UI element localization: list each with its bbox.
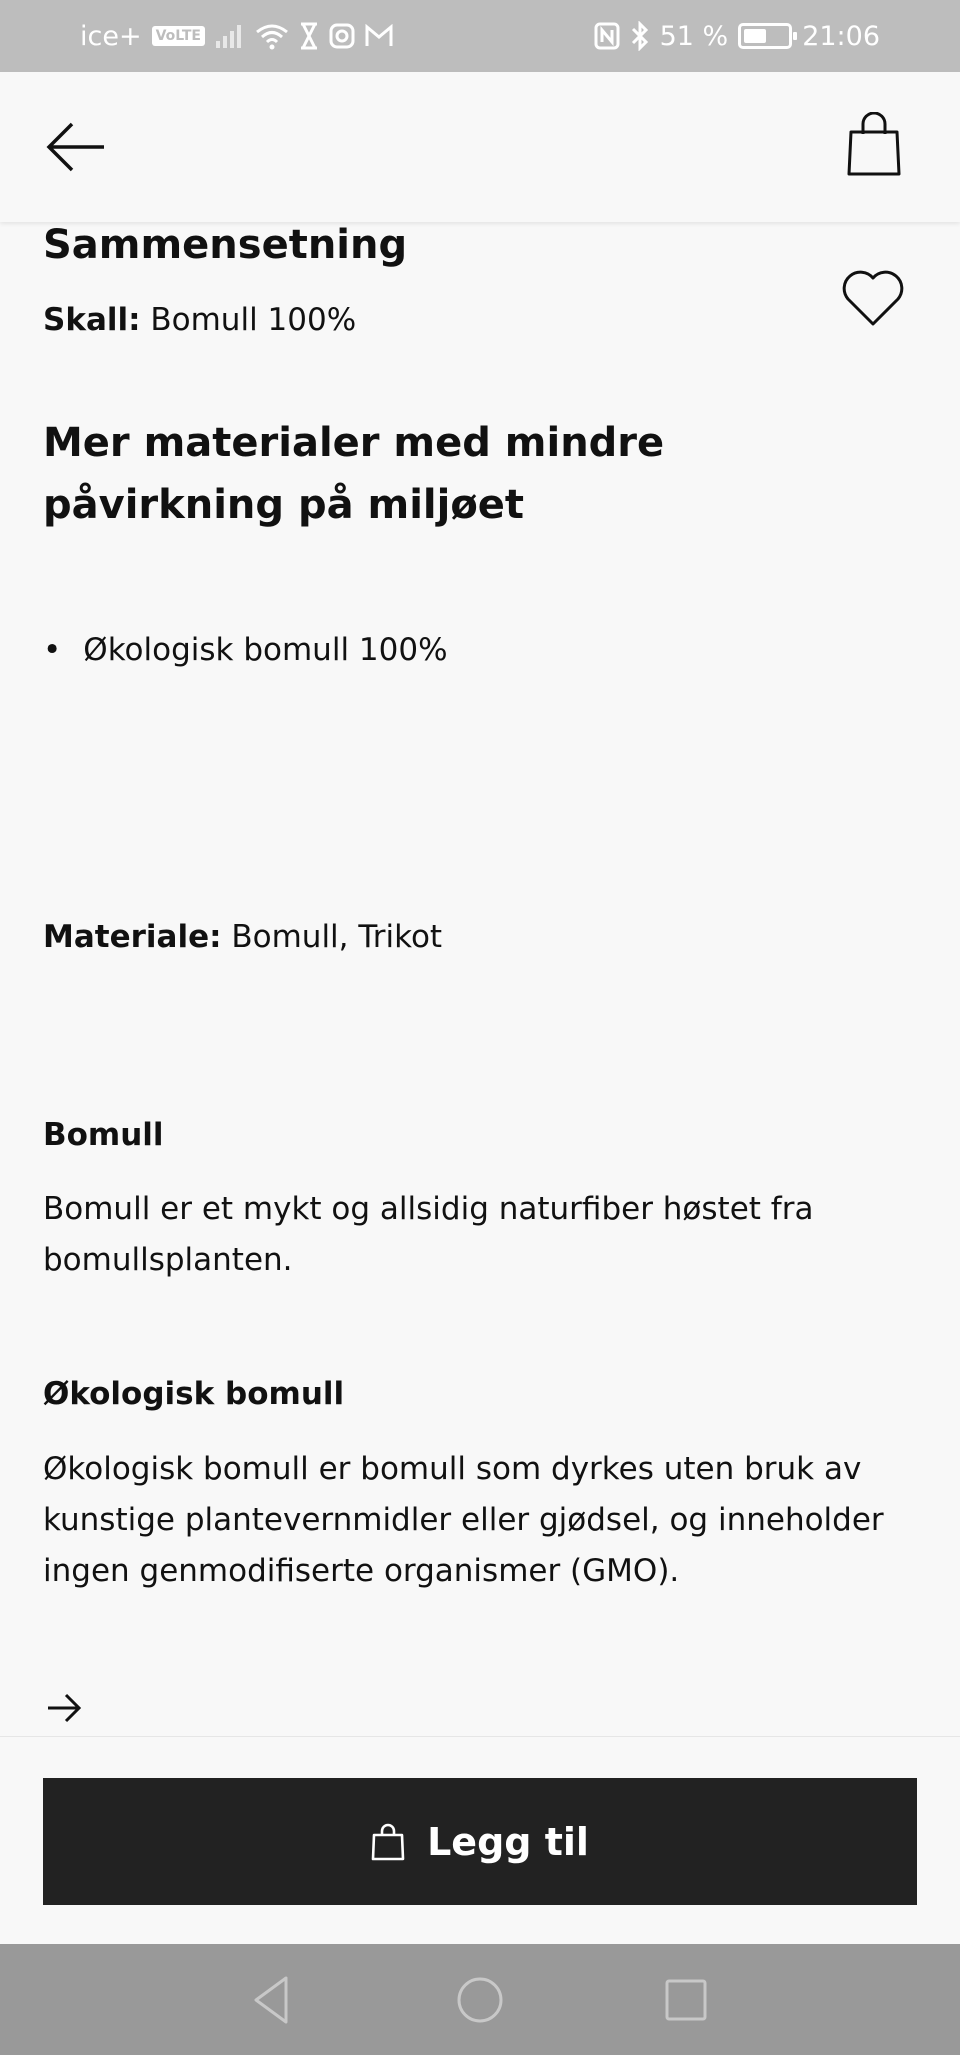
signal-icon <box>215 20 245 52</box>
material-label: Materiale: <box>43 919 222 955</box>
bullet-dot: • <box>43 632 62 668</box>
back-button[interactable] <box>44 114 110 180</box>
description-text-oko-bomull: Økologisk bomull er bomull som dyrkes uten bruk av kunstige plantevernmidler eller gjødsel, og inneholder ingen genmodifiserte organismer (GMO). <box>43 1451 884 1589</box>
wifi-icon <box>255 20 289 52</box>
clock: 21:06 <box>802 20 880 52</box>
sustainability-list-item <box>43 632 448 668</box>
shell-label: Skall: <box>43 302 141 338</box>
hourglass-icon <box>299 20 319 52</box>
composition-shell <box>43 302 356 338</box>
system-nav-bar <box>0 1944 960 2055</box>
sustainability-item-label: Økologisk bomull 100% <box>83 632 448 668</box>
description-title-oko-bomull: Økologisk bomull <box>43 1376 345 1412</box>
description-text-bomull: Bomull er et mykt og allsidig naturfiber høstet fra bomullsplanten. <box>43 1191 814 1278</box>
instagram-icon <box>329 20 355 52</box>
battery-icon <box>738 23 792 49</box>
arrow-right-icon <box>44 1688 84 1728</box>
add-to-bag-label: Legg til <box>427 1819 589 1864</box>
nfc-icon <box>594 20 620 52</box>
heart-icon <box>840 266 906 328</box>
material-value: Bomull, Trikot <box>231 919 443 955</box>
square-recents-icon <box>658 1972 714 2028</box>
app-header <box>0 72 960 222</box>
shopping-bag-icon <box>371 1823 405 1861</box>
bluetooth-icon <box>630 20 650 52</box>
read-more-arrow-button[interactable] <box>44 1688 84 1728</box>
arrow-left-icon <box>44 114 110 180</box>
favorite-button[interactable] <box>840 266 906 328</box>
product-details-content <box>0 222 960 1736</box>
nav-home-button[interactable] <box>452 1972 508 2028</box>
add-to-bag-area <box>0 1736 960 1944</box>
add-to-bag-button[interactable] <box>43 1778 917 1905</box>
shopping-bag-button[interactable] <box>846 112 902 178</box>
sustainability-title: Mer materialer med mindre påvirkning på miljøet <box>43 420 665 528</box>
circle-home-icon <box>452 1972 508 2028</box>
gmail-icon <box>365 20 393 52</box>
triangle-back-icon <box>246 1972 302 2028</box>
status-right <box>594 20 880 52</box>
shell-value: Bomull 100% <box>150 302 357 338</box>
carrier-label: ice+ <box>80 20 142 52</box>
description-title-bomull: Bomull <box>43 1117 164 1153</box>
volte-badge: VoLTE <box>152 26 205 46</box>
battery-percent: 51 % <box>659 20 729 52</box>
nav-back-button[interactable] <box>246 1972 302 2028</box>
shopping-bag-icon <box>846 112 902 178</box>
material-line <box>43 919 442 955</box>
nav-recents-button[interactable] <box>658 1972 714 2028</box>
composition-title: Sammensetning <box>43 222 408 268</box>
status-bar <box>0 0 960 72</box>
status-left <box>80 20 393 52</box>
